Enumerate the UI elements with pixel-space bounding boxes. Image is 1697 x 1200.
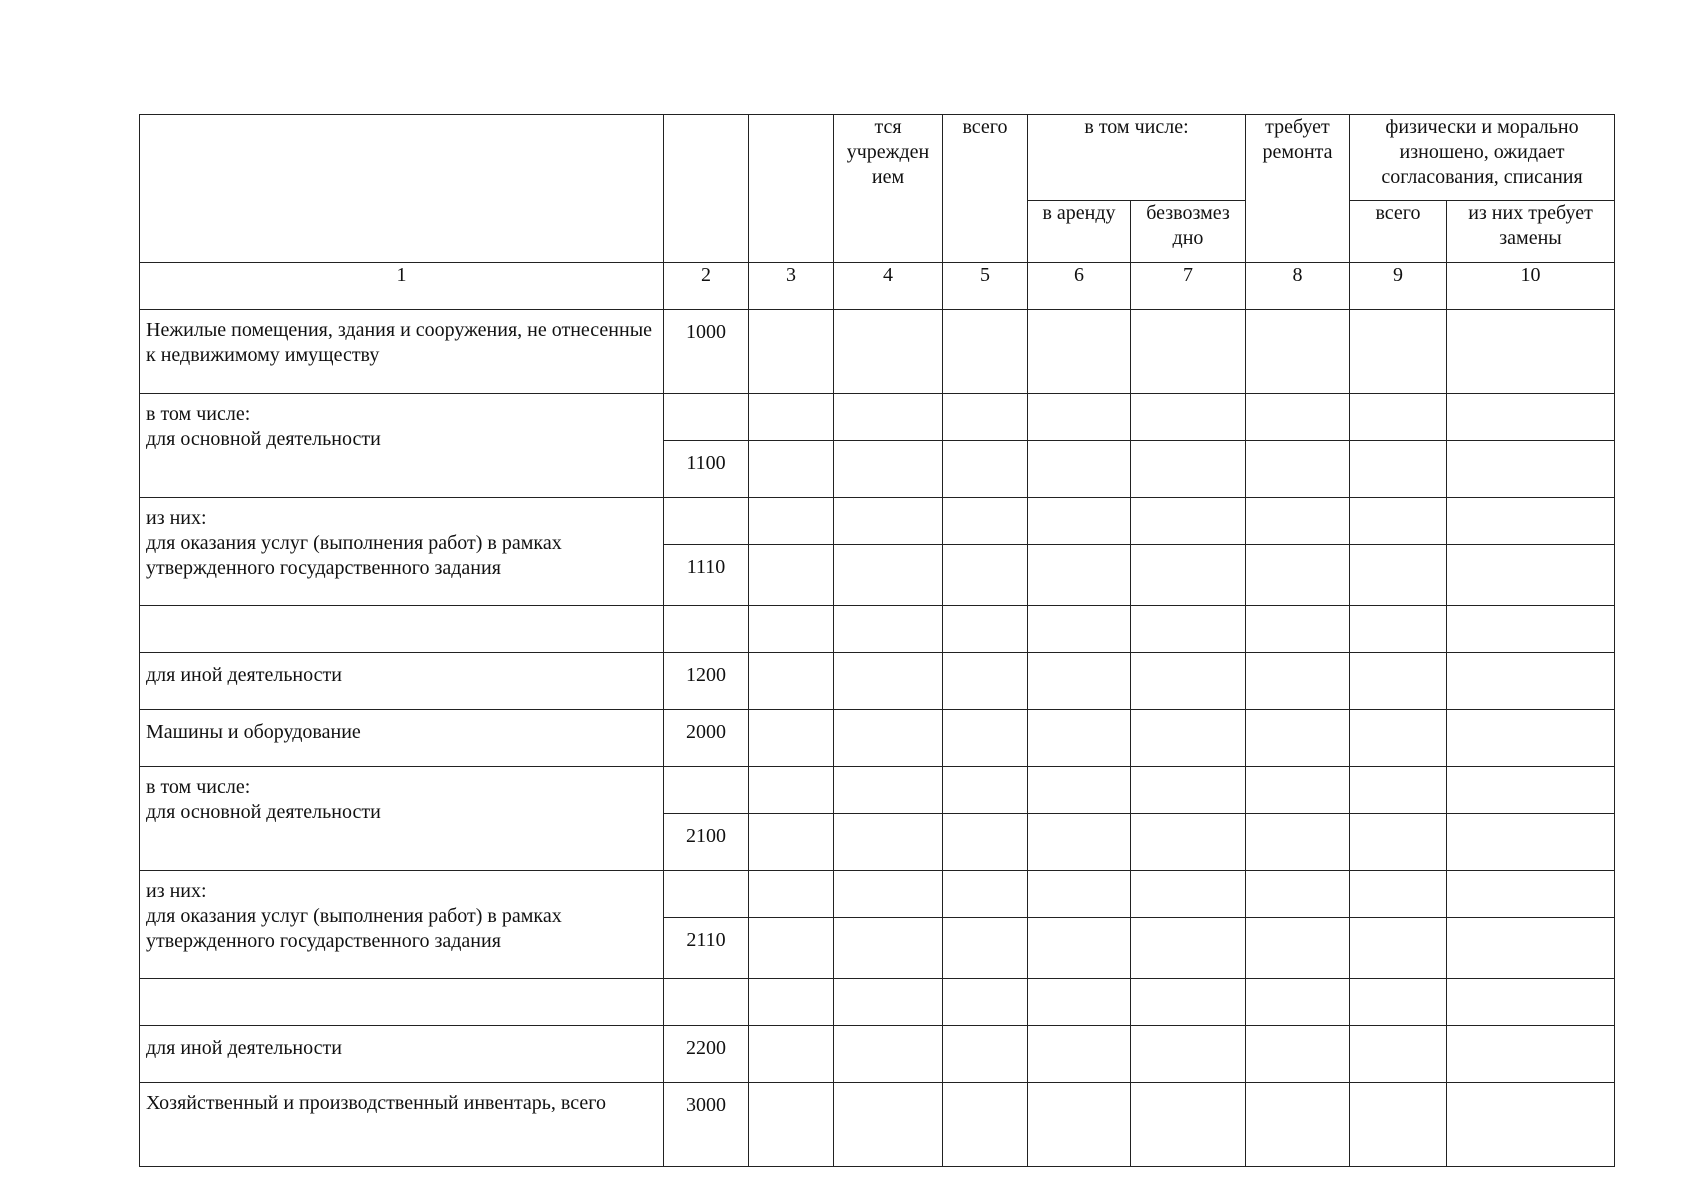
data-cell — [1028, 1083, 1131, 1167]
row-name-cell: Хозяйственный и производственный инвентарь, всего — [140, 1083, 664, 1167]
data-cell — [1131, 310, 1246, 394]
header-col10-cell: из них требует замены — [1447, 201, 1615, 263]
data-cell — [1246, 394, 1350, 441]
data-cell — [834, 545, 943, 606]
data-cell — [1028, 653, 1131, 710]
data-cell — [140, 606, 664, 653]
table-row — [140, 394, 1615, 441]
data-cell — [1131, 606, 1246, 653]
data-cell — [943, 979, 1028, 1026]
data-cell — [1447, 606, 1615, 653]
data-cell — [943, 394, 1028, 441]
data-cell — [664, 606, 749, 653]
data-cell — [1246, 498, 1350, 545]
column-number: 7 — [1131, 263, 1246, 310]
row-name-cell: из них: для оказания услуг (выполнения работ) в рамках утвержденного государственного задания — [140, 871, 664, 979]
data-cell — [1028, 918, 1131, 979]
data-cell — [1028, 310, 1131, 394]
column-number: 3 — [749, 263, 834, 310]
data-cell — [1131, 979, 1246, 1026]
header-group-9-10: физически и морально изношено, ожидает согласования, списания — [1350, 115, 1615, 201]
data-cell — [834, 918, 943, 979]
data-cell — [1447, 653, 1615, 710]
data-cell — [1246, 1026, 1350, 1083]
row-code-cell: 2000 — [664, 710, 749, 767]
data-cell — [749, 814, 834, 871]
data-cell — [1131, 1026, 1246, 1083]
data-cell — [943, 545, 1028, 606]
data-cell — [749, 498, 834, 545]
row-name-cell: из них: для оказания услуг (выполнения работ) в рамках утвержденного государственного задания — [140, 498, 664, 606]
data-cell — [834, 1026, 943, 1083]
data-cell — [1028, 979, 1131, 1026]
data-cell — [1447, 979, 1615, 1026]
row-code-cell: 3000 — [664, 1083, 749, 1167]
header-col1-cell — [140, 115, 664, 263]
data-cell — [749, 918, 834, 979]
data-cell — [1350, 310, 1447, 394]
data-cell — [1028, 498, 1131, 545]
row-code-cell: 2110 — [664, 918, 749, 979]
data-cell — [749, 710, 834, 767]
data-cell — [1246, 1083, 1350, 1167]
data-cell — [1028, 767, 1131, 814]
data-cell — [1131, 441, 1246, 498]
data-cell — [749, 394, 834, 441]
column-number: 4 — [834, 263, 943, 310]
data-cell — [834, 441, 943, 498]
data-cell — [1350, 918, 1447, 979]
table-row — [140, 498, 1615, 545]
data-cell — [664, 394, 749, 441]
data-cell — [1028, 710, 1131, 767]
data-cell — [1447, 814, 1615, 871]
data-cell — [749, 1083, 834, 1167]
data-cell — [834, 310, 943, 394]
data-cell — [1447, 498, 1615, 545]
data-cell — [1350, 394, 1447, 441]
data-cell — [664, 871, 749, 918]
data-cell — [1447, 710, 1615, 767]
data-cell — [1350, 979, 1447, 1026]
row-name-cell: Машины и оборудование — [140, 710, 664, 767]
data-cell — [1028, 871, 1131, 918]
data-cell — [140, 979, 664, 1026]
data-cell — [664, 979, 749, 1026]
data-cell — [1028, 1026, 1131, 1083]
data-cell — [1246, 653, 1350, 710]
data-cell — [1131, 1083, 1246, 1167]
data-cell — [1131, 498, 1246, 545]
row-code-cell: 1100 — [664, 441, 749, 498]
data-cell — [943, 767, 1028, 814]
data-cell — [1447, 394, 1615, 441]
data-cell — [664, 498, 749, 545]
data-cell — [1350, 871, 1447, 918]
data-cell — [1447, 918, 1615, 979]
data-cell — [943, 814, 1028, 871]
data-cell — [943, 871, 1028, 918]
row-code-cell: 1200 — [664, 653, 749, 710]
data-cell — [749, 441, 834, 498]
data-cell — [943, 1083, 1028, 1167]
column-number: 8 — [1246, 263, 1350, 310]
data-cell — [1246, 310, 1350, 394]
data-cell — [943, 710, 1028, 767]
data-cell — [1246, 710, 1350, 767]
row-name-cell: в том числе: для основной деятельности — [140, 394, 664, 498]
data-cell — [1246, 871, 1350, 918]
data-cell — [943, 310, 1028, 394]
data-cell — [1028, 394, 1131, 441]
data-cell — [1131, 918, 1246, 979]
row-name-cell: в том числе: для основной деятельности — [140, 767, 664, 871]
table-row — [140, 871, 1615, 918]
data-cell — [1246, 979, 1350, 1026]
data-cell — [749, 979, 834, 1026]
data-cell — [1131, 394, 1246, 441]
column-number: 2 — [664, 263, 749, 310]
header-col8-cell: требует ремонта — [1246, 115, 1350, 263]
data-cell — [1447, 1026, 1615, 1083]
data-cell — [1246, 441, 1350, 498]
table-row — [140, 710, 1615, 767]
data-cell — [749, 871, 834, 918]
table-row — [140, 1083, 1615, 1167]
column-number-row — [140, 263, 1615, 310]
data-cell — [943, 918, 1028, 979]
data-cell — [1350, 545, 1447, 606]
data-cell — [1447, 310, 1615, 394]
data-cell — [943, 1026, 1028, 1083]
table-row — [140, 1026, 1615, 1083]
row-code-cell: 2200 — [664, 1026, 749, 1083]
header-col9-cell: всего — [1350, 201, 1447, 263]
data-cell — [1447, 441, 1615, 498]
header-col3-cell — [749, 115, 834, 263]
row-name-cell: для иной деятельности — [140, 653, 664, 710]
data-cell — [749, 653, 834, 710]
data-cell — [1131, 871, 1246, 918]
header-col4-cell: тся учрежден ием — [834, 115, 943, 263]
table-row — [140, 767, 1615, 814]
table-row-empty — [140, 979, 1615, 1026]
table-row — [140, 310, 1615, 394]
data-cell — [1131, 545, 1246, 606]
data-cell — [749, 310, 834, 394]
column-number: 1 — [140, 263, 664, 310]
data-cell — [834, 710, 943, 767]
data-cell — [1028, 606, 1131, 653]
data-cell — [834, 871, 943, 918]
header-col6-cell: в аренду — [1028, 201, 1131, 263]
header-group-6-7: в том числе: — [1028, 115, 1246, 201]
data-cell — [1447, 767, 1615, 814]
row-name-cell: Нежилые помещения, здания и сооружения, не отнесенные к недвижимому имуществу — [140, 310, 664, 394]
header-col2-cell — [664, 115, 749, 263]
header-row-1 — [140, 115, 1615, 201]
row-code-cell: 2100 — [664, 814, 749, 871]
data-cell — [1350, 606, 1447, 653]
data-cell — [1350, 441, 1447, 498]
row-name-cell: для иной деятельности — [140, 1026, 664, 1083]
header-col5-cell: всего — [943, 115, 1028, 263]
data-cell — [834, 606, 943, 653]
header-col7-cell: безвозмез дно — [1131, 201, 1246, 263]
data-cell — [749, 545, 834, 606]
data-cell — [943, 498, 1028, 545]
data-cell — [834, 814, 943, 871]
data-cell — [834, 394, 943, 441]
column-number: 6 — [1028, 263, 1131, 310]
table-row — [140, 653, 1615, 710]
data-cell — [1131, 710, 1246, 767]
data-cell — [1350, 1083, 1447, 1167]
data-cell — [749, 767, 834, 814]
data-cell — [834, 653, 943, 710]
data-cell — [1028, 814, 1131, 871]
data-cell — [1447, 1083, 1615, 1167]
data-cell — [1131, 767, 1246, 814]
data-cell — [1447, 545, 1615, 606]
data-cell — [1350, 653, 1447, 710]
data-cell — [1246, 767, 1350, 814]
column-number: 5 — [943, 263, 1028, 310]
data-cell — [1350, 1026, 1447, 1083]
data-cell — [749, 1026, 834, 1083]
data-cell — [834, 767, 943, 814]
data-cell — [834, 979, 943, 1026]
data-cell — [1246, 545, 1350, 606]
data-cell — [1246, 814, 1350, 871]
data-cell — [943, 441, 1028, 498]
property-report-table — [139, 114, 1615, 1167]
column-number: 10 — [1447, 263, 1615, 310]
data-cell — [834, 498, 943, 545]
data-cell — [749, 606, 834, 653]
data-cell — [1350, 498, 1447, 545]
data-cell — [1028, 545, 1131, 606]
data-cell — [1131, 814, 1246, 871]
data-cell — [664, 767, 749, 814]
data-cell — [1246, 606, 1350, 653]
data-cell — [1131, 653, 1246, 710]
data-cell — [1350, 710, 1447, 767]
row-code-cell: 1000 — [664, 310, 749, 394]
data-cell — [1350, 814, 1447, 871]
data-cell — [1028, 441, 1131, 498]
data-cell — [1447, 871, 1615, 918]
table-row-empty — [140, 606, 1615, 653]
column-number: 9 — [1350, 263, 1447, 310]
data-cell — [943, 653, 1028, 710]
data-cell — [1350, 767, 1447, 814]
data-cell — [943, 606, 1028, 653]
row-code-cell: 1110 — [664, 545, 749, 606]
data-cell — [1246, 918, 1350, 979]
data-cell — [834, 1083, 943, 1167]
